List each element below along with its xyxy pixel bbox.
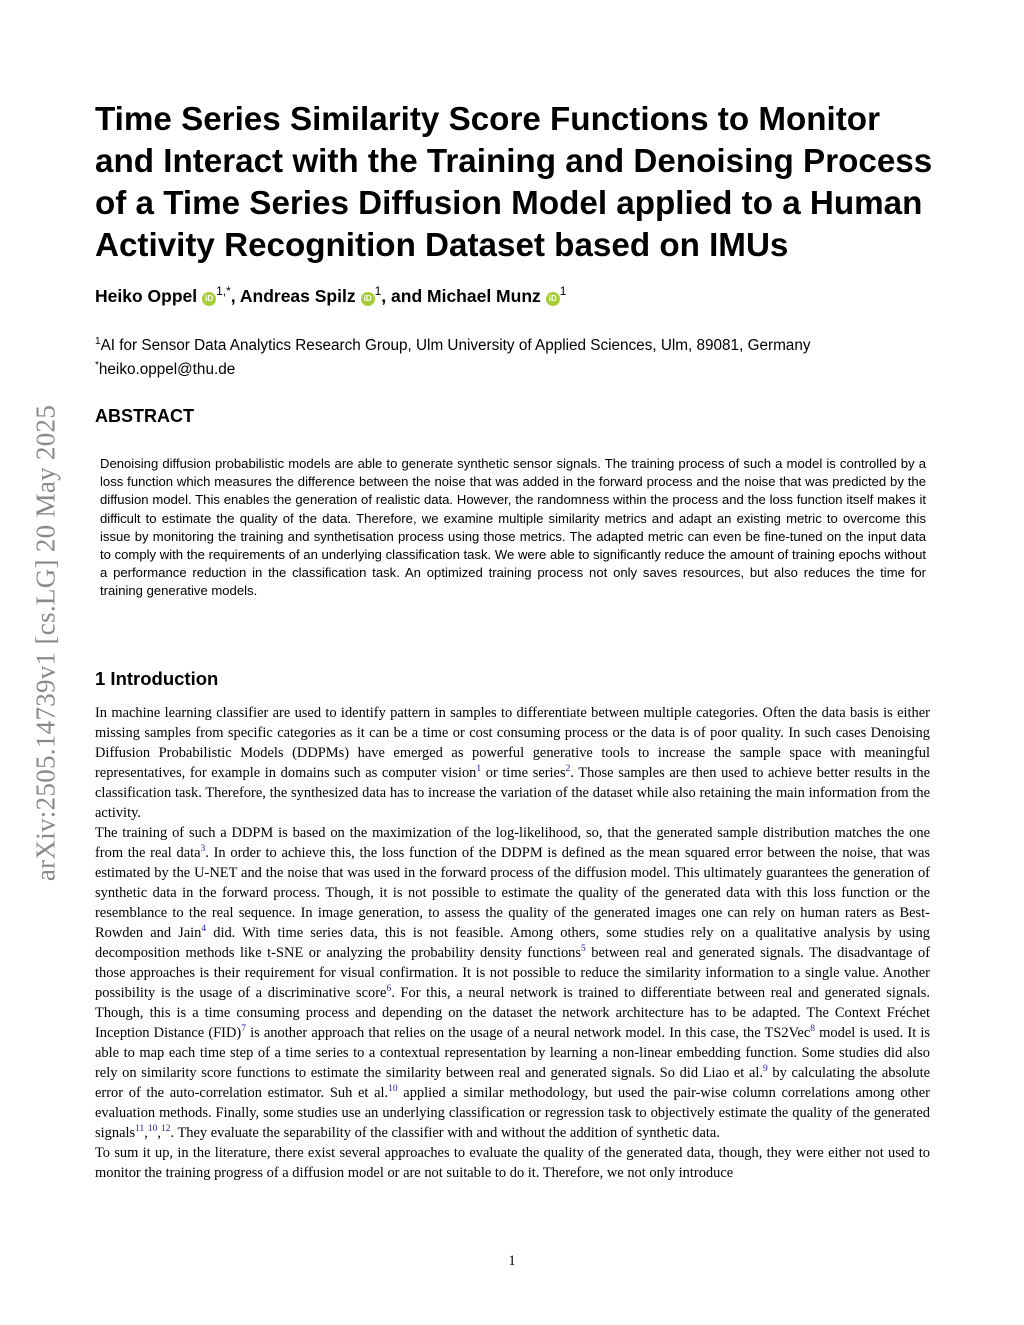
email-link[interactable]: heiko.oppel@thu.de — [98, 361, 236, 379]
orcid-icon[interactable]: iD — [202, 292, 216, 306]
paragraph — [95, 823, 930, 1143]
citation-link[interactable]: 10 — [388, 1084, 398, 1095]
citation-link[interactable]: 3 — [200, 844, 206, 855]
author-name: Michael Munz — [427, 285, 541, 306]
email-mark: * — [95, 360, 99, 372]
text-run: model is used. It is able to map each time step of a time series to a contextual representation by learning a non-linear embedding function. Some studies did also rely on similarity score functions to estimate the similarity between real and generated signals. So did Liao et al. — [95, 1025, 930, 1081]
orcid-icon[interactable]: iD — [361, 292, 375, 306]
paragraph: To sum it up, in the literature, there exist several approaches to evaluate the quality of the generated data, though, they were either not used to monitor the training progress of a diffusion model or are not suitable to do it. Therefore, we not only introduce — [95, 1145, 930, 1181]
text-run: did. With time series data, this is not feasible. Among others, some studies rely on a qualitative analysis by using decomposition methods like t-SNE or analyzing the probability density functions — [95, 925, 930, 961]
text-run: In machine learning classifier are used to identify pattern in samples to differentiate between multiple categories. Often the data basis is either missing samples from specific categories as it can be a time or cost consuming process or the data is of poor quality. In such cases Denoising Diffusion Probabilistic Models (DDPMs) have emerged as powerful generative tools to increase the sample space with meaningful representatives, for example in domains such as computer vision — [95, 705, 930, 781]
email-line — [95, 356, 945, 380]
paragraph — [95, 703, 930, 823]
affiliation-line — [95, 332, 945, 356]
citation-link[interactable]: 5 — [581, 944, 586, 955]
affiliation-mark: 1 — [95, 336, 101, 347]
section-heading: 1 Introduction — [95, 668, 219, 689]
citation-link[interactable]: 12 — [160, 1124, 171, 1135]
paper-title: Time Series Similarity Score Functions to Monitor and Interact with the Training and Denoising Process of a Time Series Diffusion Model applied to a Human Activity Recognition Dataset based on IMUs — [95, 101, 933, 264]
arxiv-identifier: arXiv:2505.14739v1 [cs.LG] 20 May 2025 — [30, 404, 61, 881]
text-run: . For this, a neural network is trained to differentiate between real and generated signals. Though, this is a time consuming process and depending on the dataset the network architecture has to be adapted. The Context Fréchet Inception Distance (FID) — [95, 985, 931, 1041]
text-run: , — [157, 1125, 161, 1141]
orcid-icon[interactable]: iD — [546, 292, 560, 306]
abstract-heading: ABSTRACT — [95, 406, 194, 426]
text-run: , — [144, 1125, 148, 1141]
citation-link[interactable]: 2 — [565, 764, 571, 775]
author-name: Andreas Spilz — [239, 285, 356, 306]
text-run: The training of such a DDPM is based on the maximization of the log-likelihood, so, that the generated sample distribution matches the one from the real data — [95, 825, 930, 861]
author-list — [95, 284, 945, 307]
text-run: by calculating the absolute error of the auto-correlation estimator. Suh et al. — [95, 1065, 930, 1101]
text-run: . In order to achieve this, the loss function of the DDPM is defined as the mean squared error between the noise, that was estimated by the U-NET and the noise that was used in the forward process of the diffusion model. This ultimately guarantees the generation of synthetic data in the forward process. Though, it is not possible to estimate the quality of the generated data with this loss function or the resemblance to the real sequence. In image generation, to assess the quality of the generated images one can rely on human raters as Best-Rowden and Jain — [95, 845, 931, 941]
citation-link[interactable]: 1 — [476, 764, 482, 775]
author-affiliation-mark: 1 — [374, 284, 382, 298]
citation-link[interactable]: 4 — [201, 924, 207, 935]
page-number: 1 — [508, 1253, 516, 1269]
author-name: Heiko Oppel — [95, 285, 198, 306]
text-run: . They evaluate the separability of the classifier with and without the addition of synthetic data. — [170, 1125, 720, 1141]
author-affiliation-mark: 1,* — [216, 284, 231, 298]
text-run: is another approach that relies on the usage of a neural network model. In this case, the TS2Vec — [245, 1025, 811, 1041]
citation-link[interactable]: 6 — [386, 984, 392, 995]
affiliations — [95, 332, 945, 380]
introduction-body — [95, 703, 930, 1183]
text-run: . Those samples are then used to achieve better results in the classification task. Therefore, the synthesized data has to increase the variation of the dataset while also retaining the main information from the activity. — [95, 765, 931, 821]
citation-link[interactable]: 8 — [810, 1024, 815, 1035]
text-run: between real and generated signals. The disadvantage of those approaches is their requirement for visual confirmation. It is not possible to reduce the similarity information to a single value. Another possibility is the usage of a discriminative score — [95, 945, 930, 1001]
citation-link[interactable]: 10 — [147, 1124, 158, 1135]
arxiv-sidebar — [26, 345, 66, 940]
citation-link[interactable]: 7 — [241, 1024, 246, 1035]
affiliation-text: AI for Sensor Data Analytics Research Group, Ulm University of Applied Sciences, Ulm, 89081, Germany — [100, 337, 811, 355]
author-separator: , — [230, 285, 240, 306]
citation-link[interactable]: 11 — [135, 1124, 145, 1135]
citation-link[interactable]: 9 — [763, 1064, 768, 1075]
author-separator: , and — [381, 285, 427, 306]
abstract-text: Denoising diffusion probabilistic models are able to generate synthetic sensor signals. The training process of such a model is controlled by a loss function which measures the difference between the noise that was added in the forward process and the noise that was predicted by the diffusion model. This enables the generation of realistic data. However, the randomness within the process and the loss function itself makes it difficult to estimate the quality of the data. Therefore, we examine multiple similarity metrics and adapt an existing metric to overcome this issue by monitoring the training and synthetisation process using those metrics. The adapted metric can even be fine-tuned on the input data to comply with the requirements of an underlying classification task. We were able to significantly reduce the amount of training epochs without a performance reduction in the classification task. An optimized training process not only saves resources, but also reduces the time for training generative models. — [100, 456, 926, 599]
author-affiliation-mark: 1 — [559, 284, 567, 298]
text-run: or time series — [481, 765, 566, 781]
text-run: applied a similar methodology, but used the pair-wise column correlations among other evaluation methods. Finally, some studies use an underlying classification or regression task to objectively estimate the quality of the generated signals — [95, 1085, 930, 1141]
